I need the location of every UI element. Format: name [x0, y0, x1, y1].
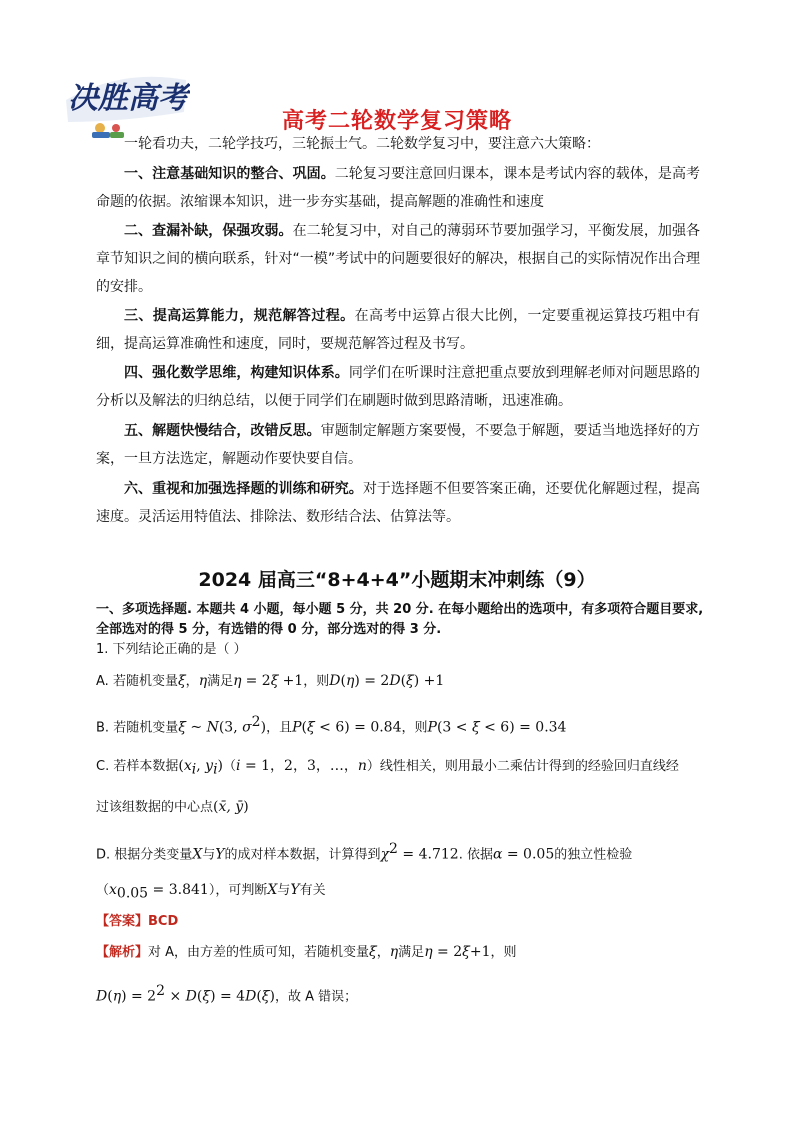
explanation-line-1: 【解析】对 A，由方差的性质可知，若随机变量ξ，η满足η = 2ξ+1，则	[96, 944, 517, 960]
strategy-item-4	[96, 359, 700, 415]
strategy-item-body: 在二轮复习中，对自己的薄弱环节要加强学习，平衡发展，加强各章节知识之间的横向联系，针对“一模”考试中的问题要很好的解决，根据自己的实际情况作出合理的安排。	[96, 223, 701, 295]
option-d-continued: $(x_{0.05} = 3.841)$，可判断X与Y有关	[96, 882, 326, 902]
strategy-item-lead: 三、提高运算能力，规范解答过程。	[124, 308, 355, 324]
strategy-item-6	[96, 475, 700, 531]
logo-text: 决胜高考	[68, 81, 188, 116]
option-label: D.	[96, 847, 111, 863]
option-b: B. 若随机变量ξ ~ N(3, $\sigma^2$)，且P(ξ < 6) = 0.84，则P(3 < ξ < 6) = 0.34	[96, 714, 567, 736]
strategy-item-lead: 四、强化数学思维，构建知识体系。	[124, 365, 349, 381]
strategy-item-lead: 六、重视和加强选择题的训练和研究。	[124, 481, 363, 497]
strategy-item-3	[96, 302, 700, 358]
strategy-item-body: 二轮复习要注意回归课本，课本是考试内容的载体，是高考命题的依据。浓缩课本知识，进一步夯实基础，提高解题的准确性和速度	[96, 166, 700, 210]
strategy-item-lead: 二、查漏补缺，保强攻弱。	[124, 223, 293, 239]
strategy-item-body: 同学们在听课时注意把重点要放到理解老师对问题思路的分析以及解法的归纳总结，以便于同学们在刷题时做到思路清晰，迅速准确。	[96, 365, 701, 409]
option-label: C.	[96, 759, 110, 774]
strategy-item-5	[96, 417, 700, 473]
strategy-intro: 一轮看功夫，二轮学技巧，三轮振士气。二轮数学复习中，要注意六大策略：	[124, 136, 600, 152]
exam-instructions: 一、多项选择题. 本题共 4 小题，每小题 5 分，共 20 分. 在每小题给出的选项中，有多项符合题目要求, 全部选对的得 5 分，有选错的得 0 分，部分选对的得 3 分.	[96, 602, 704, 637]
explanation-line-2: $D(\eta) = 2^2 \times D(\xi) = 4D(\xi)$，故 A 错误；	[96, 983, 358, 1005]
option-c-continued: 过该组数据的中心点(x̄, ȳ)	[96, 799, 249, 815]
option-d: D. 根据分类变量X与Y的成对样本数据，计算得到$\chi^2 = 4.712$. 依据α = 0.05的独立性检验	[96, 841, 633, 863]
strategy-item-lead: 五、解题快慢结合，改错反思。	[124, 423, 321, 439]
explanation-tag: 【解析】	[96, 945, 149, 960]
page-title: 高考二轮数学复习策略	[281, 109, 512, 134]
option-c: C. 若样本数据($x_i$, $y_i)(i = 1$，2，3，…，n）线性相关，则用最小二乘估计得到的经验回归直线经	[96, 758, 679, 778]
strategy-item-body: 在高考中运算占很大比例，一定要重视运算技巧粗中有细，提高运算准确性和速度，同时，要规范解答过程及书写。	[96, 308, 701, 352]
strategy-item-2	[96, 217, 700, 301]
strategy-item-1	[96, 160, 700, 216]
strategy-item-body: 对于选择题不但要答案正确，还要优化解题过程，提高速度。灵活运用特值法、排除法、数形结合法、估算法等。	[96, 481, 701, 525]
question-stem: 1. 下列结论正确的是（ ）	[96, 642, 247, 657]
option-label: A.	[96, 674, 109, 689]
option-label: B.	[96, 720, 110, 736]
answer-label: 【答案】BCD	[96, 914, 179, 929]
strategy-item-body: 审题制定解题方案要慢，不要急于解题，要适当地选择好的方案，一旦方法选定，解题动作要快要自信。	[96, 423, 701, 467]
option-a: A. 若随机变量ξ，η满足η = 2ξ +1，则D(η) = 2D(ξ) +1	[96, 673, 445, 689]
exam-title: 2024 届高三“8+4+4”小题期末冲刺练（9）	[198, 569, 596, 591]
strategy-item-lead: 一、注意基础知识的整合、巩固。	[124, 166, 335, 182]
